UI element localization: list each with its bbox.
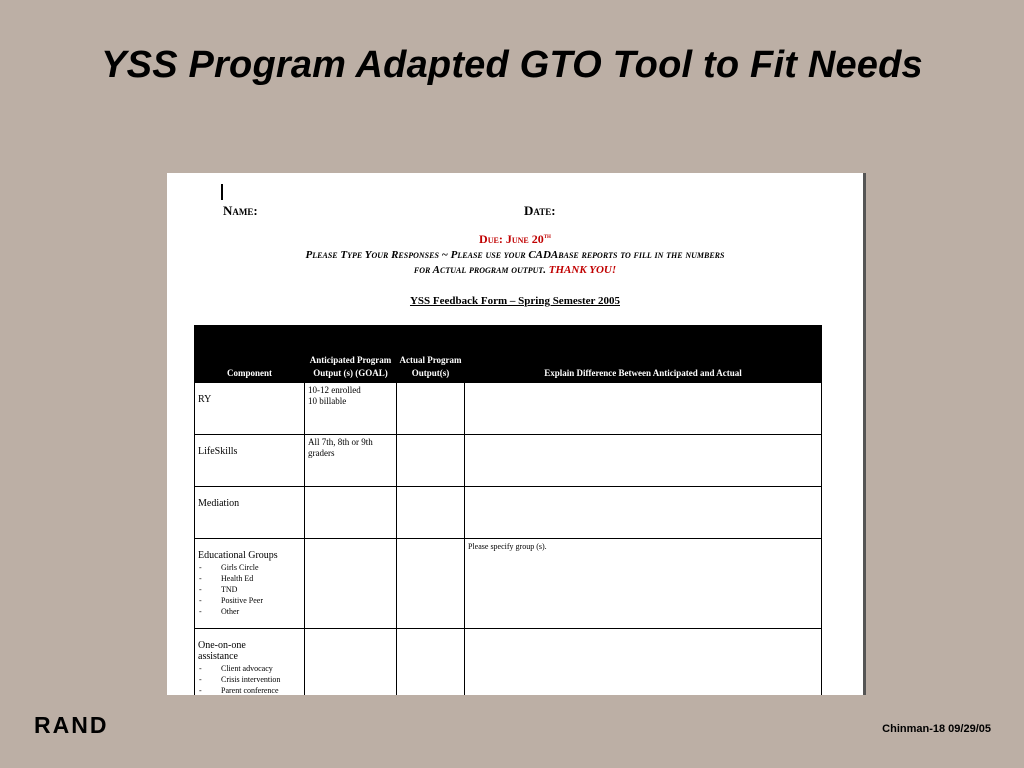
explain-cell[interactable] [465, 383, 822, 435]
list-item: - Girls Circle [198, 562, 301, 573]
component-label: One-on-one assistance [198, 640, 246, 662]
goal-cell[interactable]: All 7th, 8th or 9th graders [305, 435, 397, 487]
component-cell [195, 383, 305, 435]
rand-logo: RAND [34, 712, 109, 738]
text-cursor [221, 184, 223, 200]
goal-cell[interactable]: 10-12 enrolled 10 billable [305, 383, 397, 435]
component-cell [195, 435, 305, 487]
explain-cell[interactable] [465, 487, 822, 539]
actual-cell[interactable] [397, 435, 465, 487]
explain-cell[interactable]: Please specify group (s). [465, 539, 822, 629]
feedback-form-image [167, 173, 863, 695]
thank-you-text: THANK YOU! [548, 264, 617, 276]
due-text: Due: June 20 [479, 232, 544, 246]
actual-cell[interactable] [397, 629, 465, 696]
feedback-table [194, 325, 822, 695]
table-row [195, 383, 822, 435]
table-header-row [195, 326, 822, 383]
list-item: - Crisis intervention [198, 674, 301, 685]
explain-cell[interactable] [465, 435, 822, 487]
list-item: - Positive Peer [198, 595, 301, 606]
column-header: Actual Program Output(s) [397, 326, 465, 383]
table-row [195, 435, 822, 487]
component-label: Educational Groups [198, 550, 278, 561]
due-date [167, 232, 863, 247]
component-cell [195, 629, 305, 696]
goal-cell[interactable] [305, 629, 397, 696]
instruction-line-1: Please Type Your Responses ~ Please use your CADAbase reports to fill in the numbers [305, 249, 725, 261]
actual-cell[interactable] [397, 487, 465, 539]
list-item: - Health Ed [198, 573, 301, 584]
sub-item-list [198, 663, 301, 695]
name-label: Name: [223, 203, 258, 218]
list-item: - Parent conference [198, 685, 301, 695]
goal-cell[interactable] [305, 487, 397, 539]
date-label: Date: [524, 203, 556, 218]
goal-cell[interactable] [305, 539, 397, 629]
list-item: - Client advocacy [198, 663, 301, 674]
component-cell [195, 487, 305, 539]
list-item: - Other [198, 606, 301, 617]
column-header: Anticipated Program Output (s) (GOAL) [305, 326, 397, 383]
actual-cell[interactable] [397, 539, 465, 629]
table-row [195, 487, 822, 539]
component-cell [195, 539, 305, 629]
form-title: YSS Feedback Form – Spring Semester 2005 [409, 295, 620, 307]
explain-cell[interactable] [465, 629, 822, 696]
instruction-text: for Actual program output. [413, 264, 547, 276]
component-label: Mediation [198, 498, 240, 509]
due-suffix: th [543, 232, 551, 240]
sub-item-list [198, 562, 301, 617]
actual-cell[interactable] [397, 383, 465, 435]
list-item: - TND [198, 584, 301, 595]
column-header: Component [195, 326, 305, 383]
column-header: Explain Difference Between Anticipated and Actual [465, 326, 822, 383]
slide-title: YSS Program Adapted GTO Tool to Fit Needs [101, 44, 923, 86]
table-row [195, 629, 822, 696]
footer-slide-id: Chinman-18 09/29/05 [882, 723, 991, 735]
component-label: RY [198, 394, 212, 405]
instruction-line-2 [167, 264, 863, 276]
table-row [195, 539, 822, 629]
component-label: LifeSkills [198, 446, 238, 457]
